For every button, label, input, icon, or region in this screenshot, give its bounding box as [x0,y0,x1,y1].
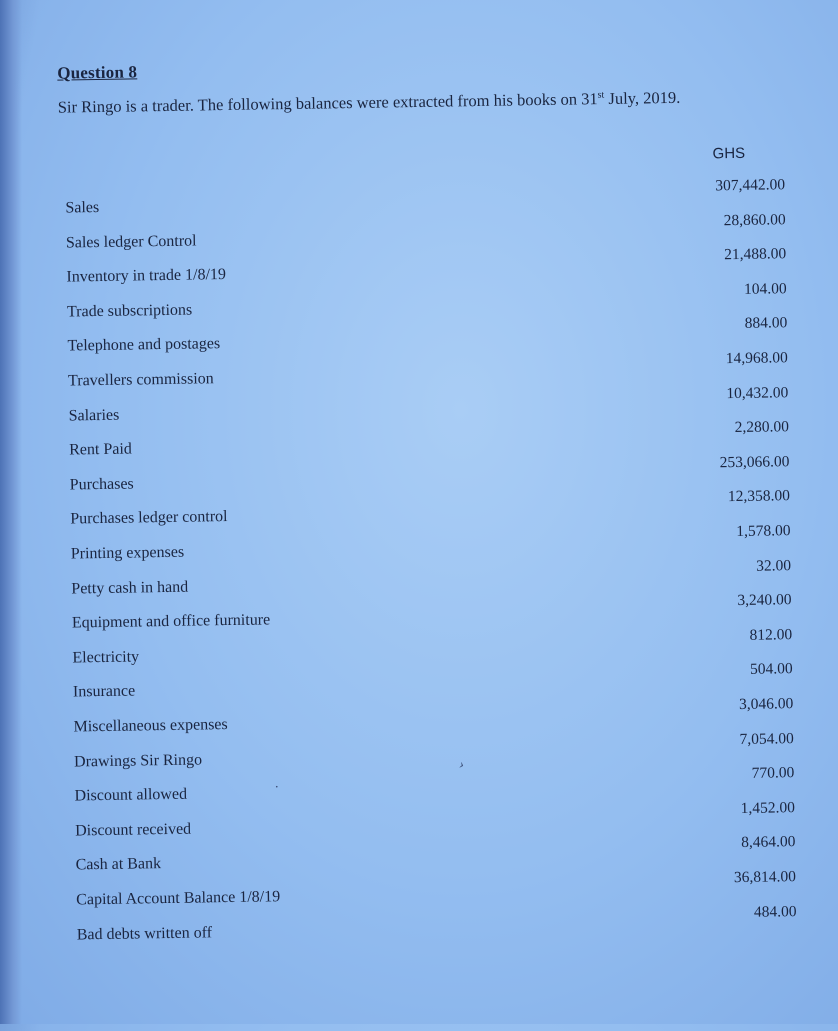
question-intro [58,88,681,118]
intro-ordinal: st [597,89,605,101]
balance-label: Petty cash in hand [71,578,189,598]
balance-row [76,868,797,915]
balance-label: Salaries [68,406,120,425]
balance-amount: 21,488.00 [724,245,787,264]
balance-row [75,833,796,881]
balance-row [67,349,788,396]
balance-amount: 770.00 [751,764,795,783]
balance-amount: 504.00 [749,660,793,679]
balance-label: Inventory in trade 1/8/19 [66,266,227,286]
balance-label: Capital Account Balance 1/8/19 [76,888,281,909]
balance-row [68,383,789,431]
pen-arrow-mark: › [457,757,467,773]
balance-amount: 7,054.00 [739,729,794,748]
question-title: Question 8 [57,62,138,83]
balance-amount: 3,046.00 [738,695,794,714]
balance-label: Bad debts written off [76,923,213,944]
balance-amount: 307,442.00 [715,176,786,195]
balance-label: Discount allowed [74,785,188,805]
balance-row [69,418,790,465]
balance-row [70,487,791,535]
balance-label: Insurance [72,682,136,701]
balance-amount: 12,358.00 [727,487,791,506]
balance-label: Cash at Bank [75,855,162,874]
balance-amount: 8,464.00 [741,833,796,852]
balance-label: Purchases ledger control [70,508,228,528]
balance-row [76,902,797,950]
balance-amount: 253,066.00 [719,452,790,472]
balance-row [73,729,794,777]
balance-row [75,798,796,846]
balance-amount: 14,968.00 [725,349,788,368]
balance-label: Sales [65,199,100,217]
balance-amount: 28,860.00 [723,210,786,229]
balance-row [65,176,786,223]
balance-row [70,522,791,569]
balance-label: Equipment and office furniture [71,611,271,632]
balance-row [71,591,792,638]
balance-label: Electricity [72,648,140,667]
balance-row [66,280,787,327]
balance-label: Purchases [69,475,134,494]
balance-label: Sales ledger Control [65,232,197,252]
balance-amount: 884.00 [744,314,788,333]
balance-row [73,695,794,742]
balance-row [67,314,788,362]
balance-amount: 484.00 [753,902,797,921]
balance-amount: 3,240.00 [737,591,792,610]
balance-amount: 1,452.00 [740,798,796,817]
balance-amount: 36,814.00 [733,868,797,887]
balance-amount: 2,280.00 [734,418,790,437]
intro-text: Sir Ringo is a trader. The following balances were extracted from his books on 31 [57,89,598,117]
balance-row [74,764,795,811]
balance-label: Rent Paid [69,440,132,459]
balance-amount: 1,578.00 [736,522,791,541]
balance-label: Travellers commission [67,370,214,390]
balance-amount: 32.00 [756,556,792,575]
balance-label: Miscellaneous expenses [73,716,228,736]
pen-dot-mark: · [274,780,280,796]
balance-label: Drawings Sir Ringo [73,751,203,771]
balance-row [71,556,792,604]
balance-amount: 104.00 [743,280,787,298]
balance-amount: 812.00 [749,625,793,644]
intro-date: July, 2019. [604,87,681,109]
balance-label: Telephone and postages [67,335,221,355]
balance-row [72,625,793,673]
balance-row [69,452,790,500]
balance-row [66,245,787,292]
balance-label: Trade subscriptions [66,301,193,321]
balance-row [72,660,793,708]
balance-row [65,210,786,258]
currency-header: GHS [712,144,746,163]
balance-amount: 10,432.00 [726,383,789,402]
balance-label: Printing expenses [70,543,185,563]
balance-label: Discount received [75,820,192,840]
